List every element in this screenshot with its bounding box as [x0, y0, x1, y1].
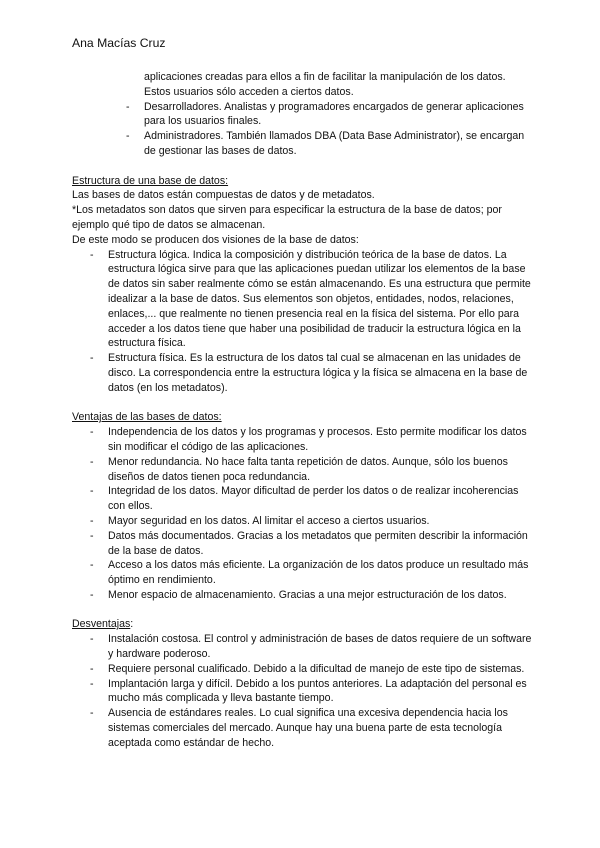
section-heading-desventajas: Desventajas:	[72, 618, 134, 631]
paragraph: *Los metadatos son datos que sirven para especificar la estructura de la base de datos; por ejemplo qué tipo de datos se almacenan.	[72, 204, 502, 231]
section-heading-estructura: Estructura de una base de datos:	[72, 174, 229, 187]
dash-bullet: -	[90, 455, 94, 468]
dash-bullet: -	[90, 426, 94, 439]
list-item: - Mayor seguridad en los datos. Al limitar el acceso a ciertos usuarios.	[90, 514, 430, 527]
dash-bullet: -	[90, 485, 94, 498]
paragraph: De este modo se producen dos visiones de la base de datos:	[72, 233, 359, 246]
desventajas-list	[72, 632, 532, 750]
list-item: - Ausencia de estándares reales. Lo cual significa una excesiva dependencia hacia los sistemas comerciales del mercado. Aunque hay una buena parte de esta tecnología aceptada como estándar de hecho.	[90, 707, 508, 749]
list-item: - Menor espacio de almacenamiento. Gracias a una mejor estructuración de los datos.	[90, 588, 507, 601]
list-item: - Implantación larga y difícil. Debido a los puntos anteriores. La adaptación del personal es mucho más complicada y lleva bastante tiempo.	[90, 677, 527, 705]
list-item: - Estructura física. Es la estructura de los datos tal cual se almacenan en las unidades de disco. La correspondencia entre la estructura lógica y la física se almacena en la base de datos (en los metadatos).	[90, 352, 528, 394]
paragraph: Las bases de datos están compuestas de datos y de metadatos.	[72, 189, 375, 202]
dash-bullet: -	[90, 514, 94, 527]
list-item: - Requiere personal cualificado. Debido a la dificultad de manejo de este tipo de sistemas.	[90, 662, 525, 675]
continued-paragraph: aplicaciones creadas para ellos a fin de facilitar la manipulación de los datos. Estos usuarios sólo acceden a ciertos datos.	[144, 71, 506, 98]
page-author: Ana Macías Cruz	[72, 36, 166, 50]
section-heading-ventajas: Ventajas de las bases de datos:	[72, 411, 222, 424]
intro-section	[72, 70, 532, 100]
list-item: - Menor redundancia. No hace falta tanta repetición de datos. Aunque, sólo los buenos diseños de datos tienen poca redundancia.	[90, 455, 508, 483]
list-item: - Administradores. También llamados DBA (Data Base Administrator), se encargan de gestionar las bases de datos.	[126, 130, 525, 157]
dash-bullet: -	[90, 707, 94, 720]
dash-bullet: -	[90, 529, 94, 542]
document-body	[72, 70, 532, 751]
dash-bullet: -	[126, 130, 130, 143]
dash-bullet: -	[126, 100, 130, 113]
dash-bullet: -	[90, 352, 94, 365]
list-item: - Instalación costosa. El control y administración de bases de datos requiere de un software y hardware poderoso.	[90, 633, 532, 661]
intro-list	[72, 100, 532, 159]
dash-bullet: -	[90, 677, 94, 690]
list-item: - Datos más documentados. Gracias a los metadatos que permiten describir la información de la base de datos.	[90, 529, 528, 557]
list-item: - Independencia de los datos y los programas y procesos. Esto permite modificar los datos sin modificar el código de las aplicaciones.	[90, 426, 527, 453]
list-item: - Acceso a los datos más eficiente. La organización de los datos produce un resultado más óptimo en rendimiento.	[90, 559, 529, 587]
dash-bullet: -	[90, 633, 94, 646]
dash-bullet: -	[90, 662, 94, 675]
dash-bullet: -	[90, 559, 94, 572]
estructura-list	[72, 248, 532, 396]
dash-bullet: -	[90, 588, 94, 601]
dash-bullet: -	[90, 248, 94, 261]
ventajas-list	[72, 425, 532, 603]
list-item: - Integridad de los datos. Mayor dificultad de perder los datos o de realizar incoherencias con ellos.	[90, 485, 519, 513]
list-item: - Desarrolladores. Analistas y programadores encargados de generar aplicaciones para los usuarios finales.	[126, 100, 524, 128]
list-item: - Estructura lógica. Indica la composición y distribución teórica de la base de datos. La estructura lógica sirve para que las aplicaciones puedan utilizar los elementos de la base de datos sin saber realmente cómo se están almacenando. Es una estructura que permite idealizar a la base de datos. Sus elementos son objetos, entidades, nodos, relaciones, enlaces,... que realmente no tienen presencia real en la física del sistema. Por ello para acceder a los datos tiene que haber una posibilidad de traducir la estructura lógica en la estructura física.	[90, 248, 531, 350]
